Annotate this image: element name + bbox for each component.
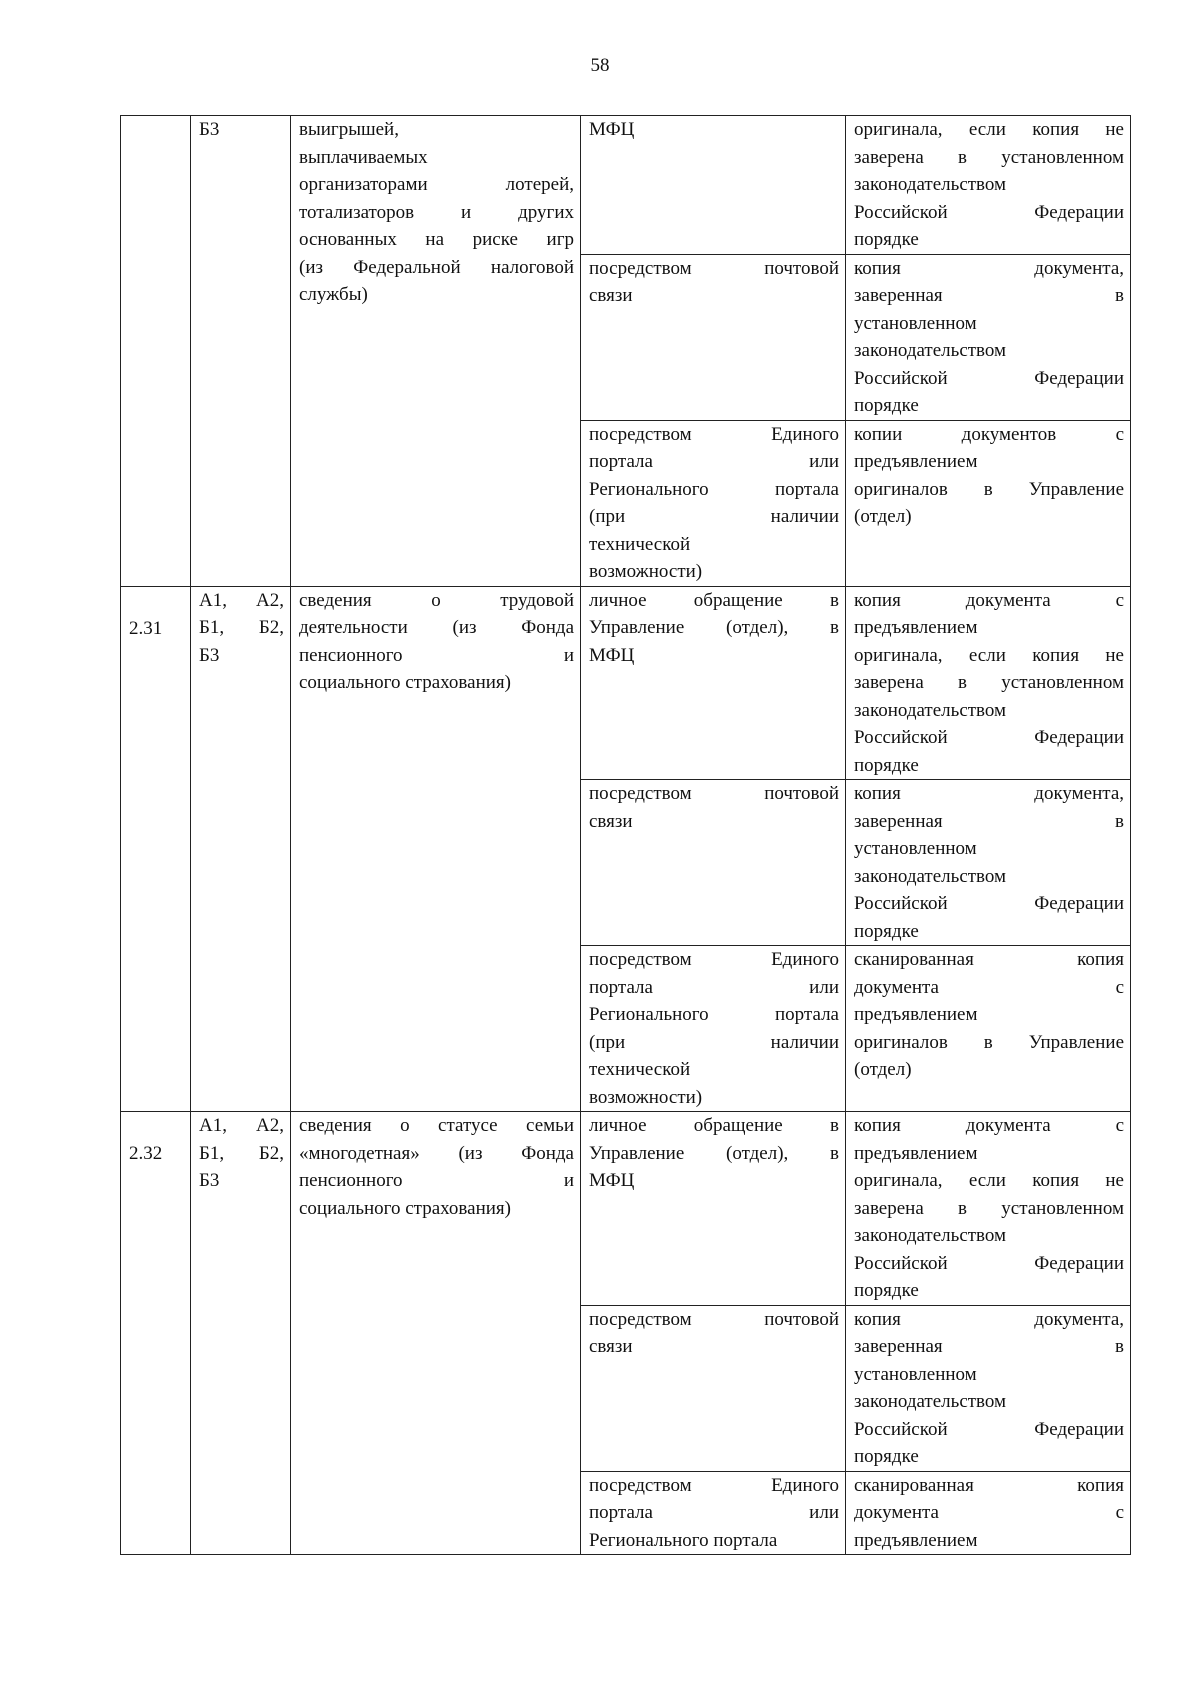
document-form-text-line: предъявлением (854, 617, 978, 638)
submission-method-text-line: связи (589, 810, 633, 832)
document-form (846, 116, 1131, 255)
document-form-text-line: порядке (854, 395, 919, 416)
submission-method-text-line: портала или (589, 1502, 839, 1523)
document-form-text (854, 587, 1124, 780)
document-form-text (854, 946, 1124, 1084)
submission-method-text-line: портала или (589, 451, 839, 472)
submission-method-text-line: Регионального портала (589, 1004, 839, 1025)
document-form-text-line: предъявлением (854, 1529, 978, 1551)
document-form-text-line: законодательством (854, 1225, 1007, 1246)
applicant-codes (191, 1112, 291, 1555)
document-name (291, 1112, 581, 1555)
document-form (846, 1305, 1131, 1471)
applicant-code (199, 587, 284, 670)
submission-method-text-line: посредством почтовой (589, 257, 839, 279)
document-form-text-line: Российской Федерации (854, 727, 1124, 748)
submission-method-text-line: Управление (отдел), в (589, 617, 839, 638)
submission-method-text-line: посредством Единого (589, 949, 839, 970)
document-form-text-line: законодательством (854, 699, 1007, 721)
document-form-text-line: оригинала, если копия не (854, 1170, 1124, 1191)
document-name-text-line: социального страхования) (299, 1197, 511, 1219)
submission-method-text-line: (при наличии (589, 1031, 839, 1053)
row-number-value: 2.32 (129, 1143, 163, 1164)
document-form-text-line: заверенная в (854, 1336, 1124, 1357)
submission-method-text-line: портала или (589, 976, 839, 998)
submission-method-text-line: МФЦ (589, 1170, 635, 1191)
submission-method-text (589, 946, 839, 1111)
applicant-code (199, 1112, 284, 1195)
document-form-text-line: порядке (854, 920, 919, 942)
document-form-text-line: оригинала, если копия не (854, 119, 1124, 140)
submission-method-text (589, 421, 839, 586)
document-name-text-line: организаторами лотерей, (299, 174, 574, 195)
submission-method-text (589, 1112, 839, 1195)
submission-method (581, 780, 846, 946)
applicant-code-line: Б3 (199, 644, 220, 666)
submission-method-text (589, 1306, 839, 1361)
document-form-text-line: оригинала, если копия не (854, 644, 1124, 666)
document-form-text (854, 1112, 1124, 1305)
document-form-text (854, 421, 1124, 531)
document-name-text-line: «многодетная» (из Фонда (299, 1142, 574, 1164)
submission-method-text-line: Управление (отдел), в (589, 1142, 839, 1164)
document-form-text-line: Российской Федерации (854, 893, 1124, 914)
submission-method-text (589, 780, 839, 835)
document-form-text-line: оригиналов в Управление (854, 1031, 1124, 1053)
table-body (121, 116, 1131, 1555)
submission-method (581, 946, 846, 1112)
submission-method-text-line: возможности) (589, 561, 703, 582)
document-name-text-line: сведения о статусе семьи (299, 1115, 574, 1136)
submission-method (581, 1305, 846, 1471)
applicant-code-line: Б3 (199, 1170, 220, 1191)
row-number (121, 116, 191, 587)
document-form-text-line: заверенная в (854, 285, 1124, 306)
document-form (846, 420, 1131, 586)
document-form (846, 780, 1131, 946)
document-form-text-line: законодательством (854, 174, 1007, 195)
document-form-text (854, 1472, 1124, 1555)
row-number-value: 2.31 (129, 617, 163, 639)
document-form-text-line: Российской Федерации (854, 1418, 1124, 1440)
document-form-text-line: предъявлением (854, 1142, 978, 1164)
submission-method-text-line: технической (589, 533, 691, 555)
document-name-text-line: пенсионного и (299, 1170, 574, 1191)
submission-method-text-line: МФЦ (589, 644, 635, 666)
document-name (291, 116, 581, 587)
submission-method-text (589, 587, 839, 670)
document-form-text-line: копия документа, (854, 257, 1124, 279)
applicant-code-line: А1, А2, (199, 589, 284, 611)
document-form-text-line: копия документа с (854, 589, 1124, 611)
submission-method-text (589, 255, 839, 310)
document-form-text-line: установленном (854, 312, 977, 334)
submission-method-text-line: технической (589, 1059, 691, 1080)
document-form-text-line: заверена в установленном (854, 672, 1124, 693)
document-name-text-line: сведения о трудовой (299, 589, 574, 611)
document-name-text-line: тотализаторов и других (299, 201, 574, 223)
document-form (846, 254, 1131, 420)
submission-method-text-line: посредством почтовой (589, 1308, 839, 1330)
submission-method-text-line: посредством Единого (589, 423, 839, 445)
document-name-text-line: выплачиваемых (299, 146, 428, 168)
document-form-text-line: сканированная копия (854, 1474, 1124, 1496)
submission-method-text-line: МФЦ (589, 119, 635, 140)
applicant-code-line: Б1, Б2, (199, 1142, 284, 1164)
applicant-code-line: Б1, Б2, (199, 617, 284, 638)
submission-method-text-line: связи (589, 285, 633, 306)
document-form-text-line: (отдел) (854, 506, 912, 527)
applicant-code-line: А1, А2, (199, 1115, 284, 1136)
submission-method (581, 116, 846, 255)
document-form-text-line: заверенная в (854, 810, 1124, 832)
document-name-text-line: выигрышей, (299, 119, 399, 140)
submission-method-text-line: посредством почтовой (589, 783, 839, 804)
table-row (121, 1112, 1131, 1306)
document-form-text-line: Российской Федерации (854, 1252, 1124, 1274)
table-row (121, 586, 1131, 780)
page-number: 58 (590, 55, 610, 76)
submission-method-text-line: (при наличии (589, 506, 839, 527)
document-form-text-line: законодательством (854, 865, 1007, 887)
document-form-text-line: законодательством (854, 1391, 1007, 1412)
document-name-text-line: службы) (299, 284, 368, 305)
submission-method-text-line: Регионального портала (589, 478, 839, 500)
submission-method-text-line: личное обращение в (589, 589, 839, 611)
document-form-text-line: порядке (854, 1446, 919, 1467)
row-number-value (129, 116, 184, 144)
document-form-text-line: предъявлением (854, 1004, 978, 1025)
submission-method-text (589, 116, 839, 144)
document-form-text-line: установленном (854, 838, 977, 859)
submission-method-text (589, 1472, 839, 1555)
document-form-text (854, 116, 1124, 254)
document-form-text-line: заверена в установленном (854, 146, 1124, 168)
applicant-code (199, 116, 284, 144)
document-form-text-line: предъявлением (854, 451, 978, 472)
document-form-text-line: документа с (854, 976, 1124, 998)
document-form-text-line: порядке (854, 754, 919, 776)
document-form-text-line: установленном (854, 1363, 977, 1385)
document-form-text-line: заверена в установленном (854, 1197, 1124, 1219)
submission-method (581, 254, 846, 420)
document-form-text-line: (отдел) (854, 1059, 912, 1080)
submission-method-text-line: посредством Единого (589, 1474, 839, 1496)
document-form-text-line: копия документа, (854, 1308, 1124, 1330)
document-form-text (854, 255, 1124, 420)
submission-method-text-line: возможности) (589, 1086, 703, 1108)
document-name-text-line: деятельности (из Фонда (299, 617, 574, 638)
document-name-text-line: пенсионного и (299, 644, 574, 666)
submission-method-text-line: Регионального портала (589, 1529, 778, 1551)
document-form-text (854, 780, 1124, 945)
document-name-text-line: основанных на риске игр (299, 229, 574, 250)
document-name-text (299, 116, 574, 309)
submission-method-text-line: связи (589, 1336, 633, 1357)
row-number (121, 586, 191, 1112)
document-form-text-line: копия документа с (854, 1115, 1124, 1136)
document-form-text-line: законодательством (854, 340, 1007, 361)
document-name (291, 586, 581, 1112)
applicant-codes (191, 116, 291, 587)
row-number (121, 1112, 191, 1555)
submission-method (581, 1471, 846, 1555)
document-form-text-line: сканированная копия (854, 949, 1124, 970)
document-name-text (299, 587, 574, 697)
document-form-text-line: Российской Федерации (854, 367, 1124, 389)
document-form-text-line: оригиналов в Управление (854, 478, 1124, 500)
submission-method-text-line: личное обращение в (589, 1115, 839, 1136)
document-table (120, 115, 1131, 1555)
document-form (846, 946, 1131, 1112)
document-form (846, 586, 1131, 780)
document-form-text-line: Российской Федерации (854, 201, 1124, 223)
document-form-text-line: документа с (854, 1502, 1124, 1523)
document-form (846, 1471, 1131, 1555)
submission-method (581, 1112, 846, 1306)
document-form-text (854, 1306, 1124, 1471)
submission-method (581, 586, 846, 780)
document-name-text (299, 1112, 574, 1222)
document-name-text-line: социального страхования) (299, 672, 511, 693)
document-form-text-line: порядке (854, 1280, 919, 1301)
applicant-codes (191, 586, 291, 1112)
submission-method (581, 420, 846, 586)
applicant-code-line: Б3 (199, 119, 220, 140)
document-form-text-line: порядке (854, 229, 919, 250)
document-name-text-line: (из Федеральной налоговой (299, 256, 574, 278)
document-form-text-line: копии документов с (854, 423, 1124, 445)
document-form (846, 1112, 1131, 1306)
table-row (121, 116, 1131, 255)
document-form-text-line: копия документа, (854, 783, 1124, 804)
